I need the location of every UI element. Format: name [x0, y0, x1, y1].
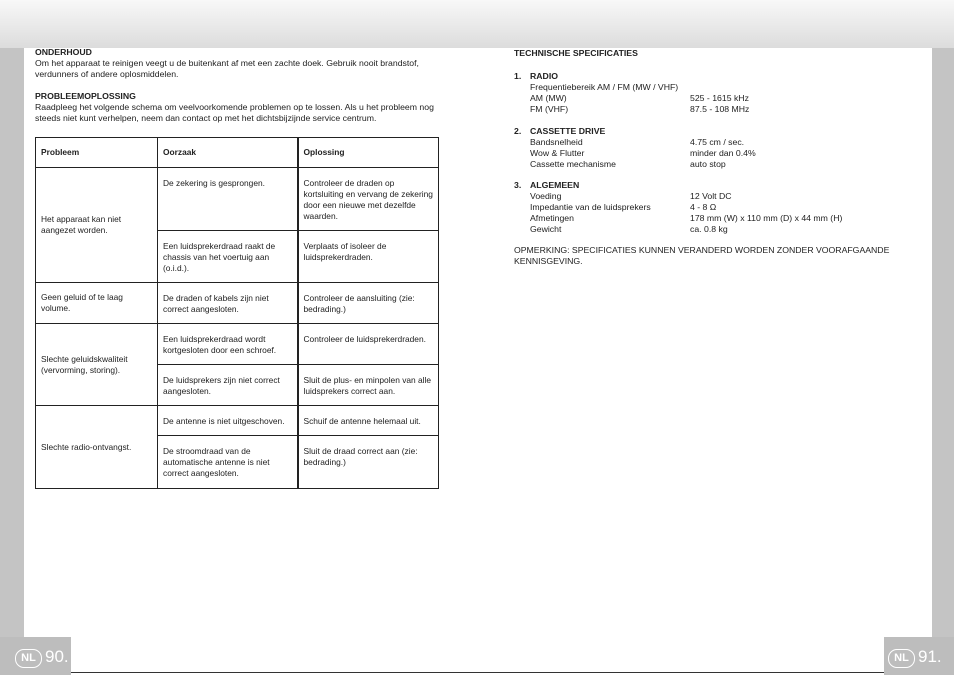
section-heading-radio: RADIO: [530, 71, 558, 81]
solution-cell: Verplaats of isoleer de luidsprekerdraden.: [298, 231, 439, 283]
problem-cell: Het apparaat kan niet aangezet worden.: [36, 168, 158, 283]
cause-cell: De zekering is gesprongen.: [158, 168, 298, 231]
cause-cell: Een luidsprekerdraad raakt de chassis van het voertuig aan (o.i.d.).: [158, 231, 298, 283]
page-number-right: 91.: [918, 647, 942, 666]
spec-label: AM (MW): [530, 93, 567, 103]
spec-label: Bandsnelheid: [530, 137, 583, 147]
solution-cell: Sluit de plus- en minpolen van alle luidsprekers correct aan.: [298, 365, 439, 406]
footer-rule: [71, 672, 884, 673]
solution-cell: Schuif de antenne helemaal uit.: [298, 406, 439, 436]
spec-label: Afmetingen: [530, 213, 574, 223]
spec-label: Cassette mechanisme: [530, 159, 616, 169]
section-number: 1.: [514, 71, 522, 81]
spec-label: Frequentiebereik AM / FM (MW / VHF): [530, 82, 679, 92]
page-number-left: 90.: [45, 647, 69, 666]
spec-value: auto stop: [690, 159, 726, 169]
top-header-band: [0, 0, 954, 48]
solution-cell: Controleer de luidsprekerdraden.: [298, 324, 439, 365]
left-margin-bar: [0, 48, 24, 675]
problem-cell: Geen geluid of te laag volume.: [36, 283, 158, 324]
maintenance-heading: ONDERHOUD: [35, 47, 92, 57]
cause-cell: Een luidsprekerdraad wordt kortgesloten door een schroef.: [158, 324, 298, 365]
language-badge-right: NL: [888, 649, 915, 668]
troubleshooting-table: [35, 137, 439, 489]
section-heading-cassette: CASSETTE DRIVE: [530, 126, 606, 136]
header-solution: Oplossing: [298, 138, 439, 168]
table-row: [36, 168, 439, 231]
problem-cell: Slechte geluidskwaliteit (vervorming, storing).: [36, 324, 158, 406]
spec-value: minder dan 0.4%: [690, 148, 756, 158]
table-row: [36, 406, 439, 436]
table-row: [36, 283, 439, 324]
spec-value: 87.5 - 108 MHz: [690, 104, 750, 114]
right-margin-bar: [932, 48, 954, 675]
header-cause: Oorzaak: [158, 138, 298, 168]
cause-cell: De draden of kabels zijn niet correct aangesloten.: [158, 283, 298, 324]
solution-cell: Controleer de draden op kortsluiting en vervang de zekering door een nieuwe met dezelfde waarden.: [298, 168, 439, 231]
spec-value: 4.75 cm / sec.: [690, 137, 745, 147]
troubleshooting-text: Raadpleeg het volgende schema om veelvoorkomende problemen op te lossen. Als u het probleem nog steeds niet kunt verhelpen, neem dan contact op met het dichtsbijzijnde service centrum.: [35, 102, 434, 123]
language-badge-left: NL: [15, 649, 42, 668]
cause-cell: De stroomdraad van de automatische antenne is niet correct aangesloten.: [158, 436, 298, 489]
spec-value: 12 Volt DC: [690, 191, 732, 201]
spec-label: Wow & Flutter: [530, 148, 585, 158]
section-number: 3.: [514, 180, 522, 190]
spec-value: ca. 0.8 kg: [690, 224, 728, 234]
spec-value: 4 - 8 Ω: [690, 202, 717, 212]
section-heading-general: ALGEMEEN: [530, 180, 580, 190]
header-problem: Probleem: [36, 138, 158, 168]
spec-label: Gewicht: [530, 224, 562, 234]
table-header-row: [36, 138, 439, 168]
spec-value: 178 mm (W) x 110 mm (D) x 44 mm (H): [690, 213, 843, 223]
section-number: 2.: [514, 126, 522, 136]
spec-value: 525 - 1615 kHz: [690, 93, 749, 103]
specs-title: TECHNISCHE SPECIFICATIES: [514, 48, 638, 58]
spec-label: Impedantie van de luidsprekers: [530, 202, 651, 212]
spec-label: FM (VHF): [530, 104, 569, 114]
cause-cell: De antenne is niet uitgeschoven.: [158, 406, 298, 436]
problem-cell: Slechte radio-ontvangst.: [36, 406, 158, 489]
spec-label: Voeding: [530, 191, 562, 201]
specs-note: OPMERKING: SPECIFICATIES KUNNEN VERANDERD WORDEN ZONDER VOORAFGAANDE KENNISGEVING.: [514, 245, 890, 266]
table-row: [36, 324, 439, 365]
troubleshooting-heading: PROBLEEMOPLOSSING: [35, 91, 136, 101]
solution-cell: Sluit de draad correct aan (zie: bedrading.): [298, 436, 439, 489]
cause-cell: De luidsprekers zijn niet correct aangesloten.: [158, 365, 298, 406]
solution-cell: Controleer de aansluiting (zie: bedrading.): [298, 283, 439, 324]
maintenance-text: Om het apparaat te reinigen veegt u de buitenkant af met een zachte doek. Gebruik nooit brandstof, verdunners of andere oplosmiddelen.: [35, 58, 419, 79]
